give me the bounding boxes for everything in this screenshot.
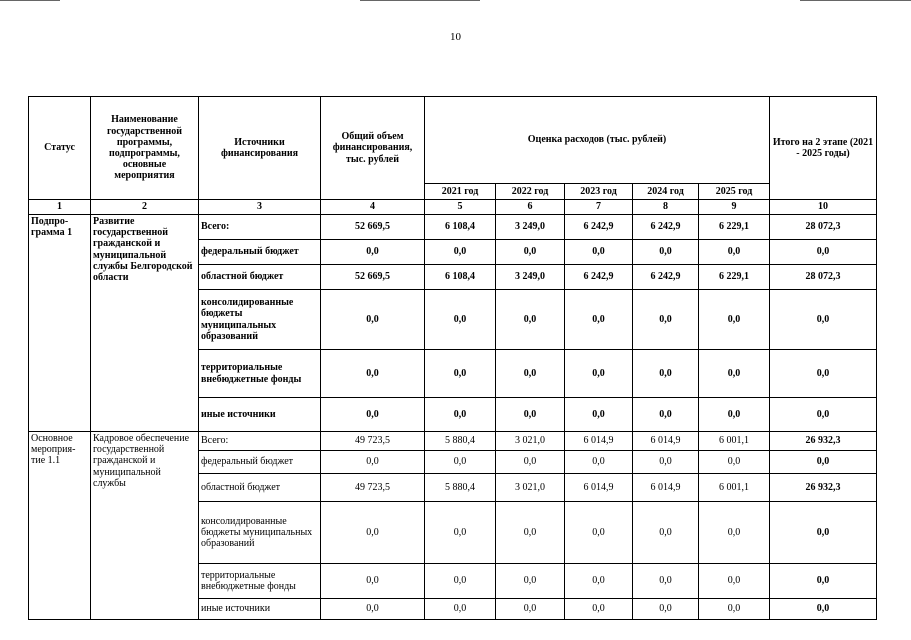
total-amount-cell: 49 723,5 bbox=[321, 474, 425, 502]
column-number: 1 bbox=[29, 200, 91, 215]
year-amount-cell: 0,0 bbox=[496, 502, 565, 564]
year-amount-cell: 0,0 bbox=[496, 451, 565, 474]
column-number: 9 bbox=[699, 200, 770, 215]
funding-source-cell: Всего: bbox=[199, 432, 321, 451]
total-amount-cell: 0,0 bbox=[321, 599, 425, 620]
stage-total-cell: 0,0 bbox=[770, 240, 877, 265]
year-amount-cell: 0,0 bbox=[699, 240, 770, 265]
year-amount-cell: 0,0 bbox=[565, 564, 633, 599]
scan-edge-right bbox=[800, 0, 911, 1]
year-amount-cell: 0,0 bbox=[699, 350, 770, 398]
total-amount-cell: 0,0 bbox=[321, 398, 425, 432]
column-number: 8 bbox=[633, 200, 699, 215]
year-amount-cell: 6 001,1 bbox=[699, 432, 770, 451]
total-amount-cell: 0,0 bbox=[321, 240, 425, 265]
table-row bbox=[29, 432, 877, 451]
year-amount-cell: 6 014,9 bbox=[565, 474, 633, 502]
total-amount-cell: 52 669,5 bbox=[321, 215, 425, 240]
year-amount-cell: 0,0 bbox=[425, 290, 496, 350]
year-amount-cell: 0,0 bbox=[565, 451, 633, 474]
year-amount-cell: 0,0 bbox=[699, 398, 770, 432]
program-name-cell: Развитие государственной гражданской и муниципальной службы Белгородской области bbox=[91, 215, 199, 432]
stage-total-cell: 26 932,3 bbox=[770, 474, 877, 502]
year-amount-cell: 3 021,0 bbox=[496, 474, 565, 502]
stage-total-cell: 28 072,3 bbox=[770, 265, 877, 290]
year-amount-cell: 0,0 bbox=[633, 451, 699, 474]
funding-source-cell: территориальные внебюджетные фонды bbox=[199, 564, 321, 599]
scan-edge-left bbox=[0, 0, 60, 1]
year-amount-cell: 0,0 bbox=[425, 599, 496, 620]
year-amount-cell: 0,0 bbox=[496, 564, 565, 599]
header-name: Наименование государственной программы, подпрограммы, основные мероприятия bbox=[91, 97, 199, 200]
year-amount-cell: 0,0 bbox=[699, 502, 770, 564]
table-row bbox=[29, 215, 877, 240]
year-amount-cell: 6 108,4 bbox=[425, 215, 496, 240]
total-amount-cell: 0,0 bbox=[321, 502, 425, 564]
year-amount-cell: 6 014,9 bbox=[633, 474, 699, 502]
stage-total-cell: 0,0 bbox=[770, 451, 877, 474]
header-year-2023: 2023 год bbox=[565, 184, 633, 200]
funding-source-cell: консолидированные бюджеты муниципальных образований bbox=[199, 290, 321, 350]
year-amount-cell: 6 014,9 bbox=[565, 432, 633, 451]
column-number: 7 bbox=[565, 200, 633, 215]
year-amount-cell: 6 108,4 bbox=[425, 265, 496, 290]
year-amount-cell: 0,0 bbox=[565, 502, 633, 564]
year-amount-cell: 0,0 bbox=[496, 350, 565, 398]
column-number: 2 bbox=[91, 200, 199, 215]
total-amount-cell: 0,0 bbox=[321, 451, 425, 474]
status-cell: Основное мероприя-тие 1.1 bbox=[29, 432, 91, 620]
total-amount-cell: 0,0 bbox=[321, 350, 425, 398]
stage-total-cell: 0,0 bbox=[770, 599, 877, 620]
header-year-2025: 2025 год bbox=[699, 184, 770, 200]
budget-table bbox=[28, 96, 877, 620]
year-amount-cell: 0,0 bbox=[425, 564, 496, 599]
year-amount-cell: 0,0 bbox=[633, 398, 699, 432]
year-amount-cell: 5 880,4 bbox=[425, 432, 496, 451]
year-amount-cell: 6 229,1 bbox=[699, 215, 770, 240]
total-amount-cell: 52 669,5 bbox=[321, 265, 425, 290]
header-sources: Источники финансирования bbox=[199, 97, 321, 200]
stage-total-cell: 0,0 bbox=[770, 502, 877, 564]
year-amount-cell: 0,0 bbox=[699, 599, 770, 620]
year-amount-cell: 6 242,9 bbox=[565, 215, 633, 240]
year-amount-cell: 5 880,4 bbox=[425, 474, 496, 502]
year-amount-cell: 0,0 bbox=[699, 290, 770, 350]
scan-edge-mid bbox=[360, 0, 480, 1]
page-number: 10 bbox=[450, 31, 461, 43]
year-amount-cell: 3 021,0 bbox=[496, 432, 565, 451]
year-amount-cell: 0,0 bbox=[565, 290, 633, 350]
column-number: 6 bbox=[496, 200, 565, 215]
stage-total-cell: 0,0 bbox=[770, 564, 877, 599]
year-amount-cell: 0,0 bbox=[425, 350, 496, 398]
header-year-2021: 2021 год bbox=[425, 184, 496, 200]
header-year-2024: 2024 год bbox=[633, 184, 699, 200]
year-amount-cell: 0,0 bbox=[633, 350, 699, 398]
program-name-cell: Кадровое обеспечение государственной гражданской и муниципальной службы bbox=[91, 432, 199, 620]
year-amount-cell: 0,0 bbox=[699, 564, 770, 599]
funding-source-cell: федеральный бюджет bbox=[199, 451, 321, 474]
year-amount-cell: 0,0 bbox=[633, 502, 699, 564]
total-amount-cell: 49 723,5 bbox=[321, 432, 425, 451]
funding-source-cell: областной бюджет bbox=[199, 474, 321, 502]
header-year-2022: 2022 год bbox=[496, 184, 565, 200]
header-estimate: Оценка расходов (тыс. рублей) bbox=[425, 97, 770, 184]
year-amount-cell: 0,0 bbox=[425, 502, 496, 564]
year-amount-cell: 0,0 bbox=[699, 451, 770, 474]
funding-source-cell: иные источники bbox=[199, 398, 321, 432]
stage-total-cell: 28 072,3 bbox=[770, 215, 877, 240]
column-number: 4 bbox=[321, 200, 425, 215]
column-number-row bbox=[29, 200, 877, 215]
year-amount-cell: 6 242,9 bbox=[633, 215, 699, 240]
year-amount-cell: 0,0 bbox=[633, 599, 699, 620]
year-amount-cell: 0,0 bbox=[425, 451, 496, 474]
year-amount-cell: 6 014,9 bbox=[633, 432, 699, 451]
funding-source-cell: областной бюджет bbox=[199, 265, 321, 290]
column-number: 10 bbox=[770, 200, 877, 215]
stage-total-cell: 26 932,3 bbox=[770, 432, 877, 451]
year-amount-cell: 0,0 bbox=[496, 398, 565, 432]
year-amount-cell: 0,0 bbox=[496, 290, 565, 350]
year-amount-cell: 3 249,0 bbox=[496, 265, 565, 290]
year-amount-cell: 0,0 bbox=[425, 398, 496, 432]
funding-source-cell: консолидированные бюджеты муниципальных образований bbox=[199, 502, 321, 564]
year-amount-cell: 0,0 bbox=[565, 599, 633, 620]
year-amount-cell: 6 242,9 bbox=[565, 265, 633, 290]
year-amount-cell: 0,0 bbox=[633, 240, 699, 265]
year-amount-cell: 0,0 bbox=[565, 398, 633, 432]
year-amount-cell: 6 001,1 bbox=[699, 474, 770, 502]
total-amount-cell: 0,0 bbox=[321, 564, 425, 599]
year-amount-cell: 0,0 bbox=[565, 240, 633, 265]
total-amount-cell: 0,0 bbox=[321, 290, 425, 350]
funding-source-cell: иные источники bbox=[199, 599, 321, 620]
column-number: 3 bbox=[199, 200, 321, 215]
funding-source-cell: федеральный бюджет bbox=[199, 240, 321, 265]
stage-total-cell: 0,0 bbox=[770, 350, 877, 398]
column-number: 5 bbox=[425, 200, 496, 215]
stage-total-cell: 0,0 bbox=[770, 398, 877, 432]
stage-total-cell: 0,0 bbox=[770, 290, 877, 350]
status-cell: Подпро-грамма 1 bbox=[29, 215, 91, 432]
header-stage-total: Итого на 2 этапе (2021 - 2025 годы) bbox=[770, 97, 877, 200]
year-amount-cell: 0,0 bbox=[633, 564, 699, 599]
year-amount-cell: 3 249,0 bbox=[496, 215, 565, 240]
year-amount-cell: 6 242,9 bbox=[633, 265, 699, 290]
year-amount-cell: 0,0 bbox=[425, 240, 496, 265]
year-amount-cell: 0,0 bbox=[633, 290, 699, 350]
year-amount-cell: 0,0 bbox=[496, 240, 565, 265]
header-total: Общий объем финансирования, тыс. рублей bbox=[321, 97, 425, 200]
funding-source-cell: территориальные внебюджетные фонды bbox=[199, 350, 321, 398]
year-amount-cell: 0,0 bbox=[565, 350, 633, 398]
funding-source-cell: Всего: bbox=[199, 215, 321, 240]
year-amount-cell: 0,0 bbox=[496, 599, 565, 620]
year-amount-cell: 6 229,1 bbox=[699, 265, 770, 290]
header-status: Статус bbox=[29, 97, 91, 200]
